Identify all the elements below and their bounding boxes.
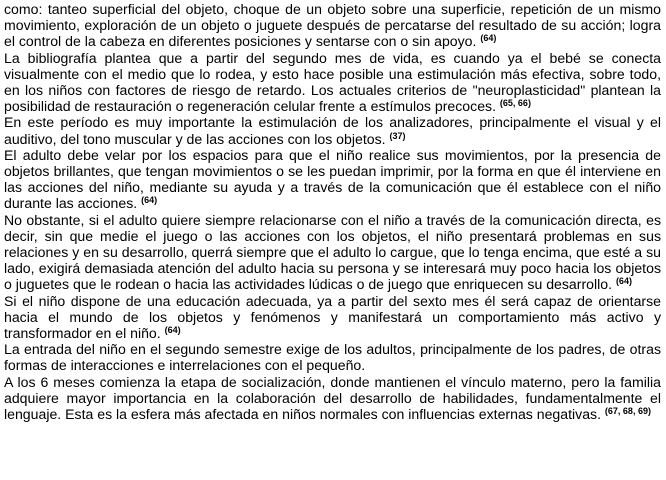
- citation: (67, 68, 69): [604, 406, 651, 417]
- citation: (64): [480, 33, 497, 44]
- citation: (64): [615, 276, 632, 287]
- paragraph-text: No obstante, si el adulto quiere siempre relacionarse con el niño a través de la comunicación directa, es decir, sin que medie el juego o las acciones con los objetos, el niño presentará problemas en sus relaciones y en su desarrollo, querrá siempre que el adulto lo cargue, que lo tenga encima, que esté a su lado, exigirá demasiada atención del adulto hacia su persona y se interesará muy poco hacia los objetos o juguetes que le rodean o hacia las actividades lúdicas o de juego que enriquecen su desarrollo.: [4, 211, 661, 293]
- paragraph-text: En este período es muy importante la estimulación de los analizadores, principalmente el visual y el auditivo, del tono muscular y de las acciones con los objetos.: [4, 114, 661, 147]
- paragraph-1: [4, 1, 661, 50]
- citation: (64): [164, 325, 181, 336]
- paragraph-6: [4, 293, 661, 342]
- paragraph-4: [4, 147, 661, 212]
- paragraph-2: [4, 50, 661, 115]
- paragraph-text: La bibliografía plantea que a partir del segundo mes de vida, es cuando ya el bebé se conecta visualmente con el medio que lo rodea, y esto hace posible una estimulación más efectiva, sobre todo, en los niños con factores de riesgo de retardo. Los actuales criterios de "neuroplasticidad" plantean la posibilidad de restauración o regeneración celular frente a estímulos precoces.: [4, 49, 661, 115]
- citation: (64): [141, 195, 158, 206]
- paragraph-text: A los 6 meses comienza la etapa de socialización, donde mantienen el vínculo materno, pero la familia adquiere mayor importancia en la colaboración del desarrollo de habilidades, fundamentalmente el lenguaje. Esta es la esfera más afectada en niños normales con influencias externas negativas.: [4, 373, 661, 423]
- paragraph-8: [4, 374, 661, 423]
- paragraph-5: [4, 212, 661, 293]
- citation: (37): [389, 130, 406, 141]
- citation: (65, 66): [499, 98, 531, 109]
- paragraph-text: La entrada del niño en el segundo semestre exige de los adultos, principalmente de los padres, de otras formas de interacciones e interrelaciones con el pequeño.: [4, 341, 661, 374]
- paragraph-7: [4, 341, 661, 373]
- paragraph-text: Si el niño dispone de una educación adecuada, ya a partir del sexto mes él será capaz de orientarse hacia el mundo de los objetos y fenómenos y manifestará un comportamiento más activo y transformador en el niño.: [4, 292, 661, 342]
- paragraph-3: [4, 114, 661, 146]
- paragraph-text: como: tanteo superficial del objeto, choque de un objeto sobre una superficie, repetición de un mismo movimiento, exploración de un objeto o juguete después de percatarse del resultado de su acción; logra el control de la cabeza en diferentes posiciones y sentarse con o sin apoyo.: [4, 1, 661, 50]
- paragraph-text: El adulto debe velar por los espacios para que el niño realice sus movimientos, por la presencia de objetos brillantes, que tengan movimientos o se les puedan imprimir, por la forma en que él interviene en las acciones del niño, mediante su ayuda y a través de la comunicación que él establece con el niño durante las acciones.: [4, 146, 661, 212]
